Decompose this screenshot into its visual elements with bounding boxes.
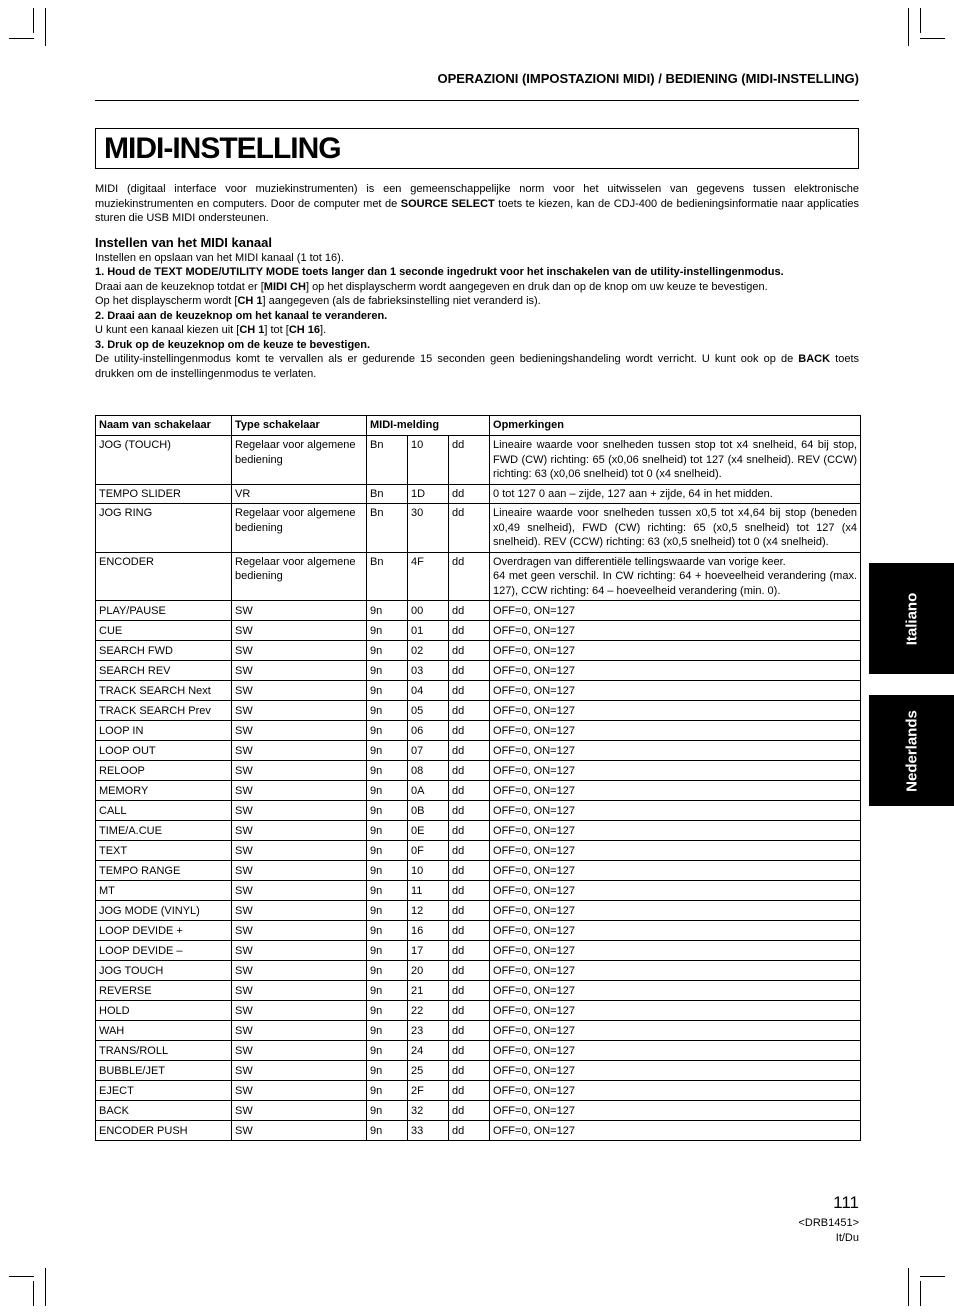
cell-switch-name: CALL: [96, 801, 232, 821]
cell-midi-status: Bn: [367, 504, 408, 553]
cell-midi-status: 9n: [367, 941, 408, 961]
cell-switch-type: SW: [232, 701, 367, 721]
cell-switch-name: LOOP DEVIDE +: [96, 921, 232, 941]
table-row: [96, 981, 861, 1001]
cell-midi-value: dd: [449, 1041, 490, 1061]
cell-remarks: Overdragen van differentiële tellingswaarde van vorige keer. 64 met geen verschil. In CW richting: 64 + hoeveelheid verandering (max. 127), CCW richting: 64 – hoeveelheid verandering (min. 0).: [490, 552, 861, 601]
intro-bold: SOURCE SELECT: [400, 197, 495, 210]
cell-switch-name: PLAY/PAUSE: [96, 601, 232, 621]
cell-remarks: OFF=0, ON=127: [490, 1001, 861, 1021]
cell-switch-type: SW: [232, 941, 367, 961]
cell-remarks: OFF=0, ON=127: [490, 841, 861, 861]
cell-switch-type: SW: [232, 741, 367, 761]
step-2-text: U kunt een kanaal kiezen uit [CH 1] tot [CH 16].: [95, 324, 327, 336]
cell-remarks: OFF=0, ON=127: [490, 901, 861, 921]
cell-midi-value: dd: [449, 921, 490, 941]
cell-switch-name: SEARCH REV: [96, 661, 232, 681]
step-1: 1. Houd de TEXT MODE/UTILITY MODE toets langer dan 1 seconde ingedrukt voor het inschakelen van de utility-instellingenmodus.: [95, 266, 784, 278]
cell-midi-number: 02: [408, 641, 449, 661]
cell-switch-type: SW: [232, 761, 367, 781]
cell-remarks: 0 tot 127 0 aan – zijde, 127 aan + zijde, 64 in het midden.: [490, 484, 861, 504]
cell-midi-number: 0A: [408, 781, 449, 801]
cell-midi-status: 9n: [367, 801, 408, 821]
cell-midi-status: 9n: [367, 861, 408, 881]
body-text: [95, 182, 859, 381]
language-tab-italiano: [869, 563, 954, 674]
cell-midi-value: dd: [449, 1021, 490, 1041]
intro-text-2: toets te kiezen, kan de CDJ-400 de bedieningsinformatie naar applicaties sturen die USB MIDI ondersteunen.: [95, 197, 859, 224]
cell-switch-name: HOLD: [96, 1001, 232, 1021]
cell-midi-status: 9n: [367, 721, 408, 741]
cell-midi-value: dd: [449, 1001, 490, 1021]
cell-midi-number: 04: [408, 681, 449, 701]
table-row: [96, 484, 861, 504]
cell-remarks: OFF=0, ON=127: [490, 921, 861, 941]
cell-remarks: OFF=0, ON=127: [490, 881, 861, 901]
cell-midi-number: 25: [408, 1061, 449, 1081]
cell-midi-number: 20: [408, 961, 449, 981]
table-row: [96, 861, 861, 881]
cell-midi-number: 21: [408, 981, 449, 1001]
step-1-text-a: Draai aan de keuzeknop totdat er [MIDI CH] op het displayscherm wordt aangegeven en druk dan op de knop om uw keuze te bevestigen.: [95, 280, 768, 293]
cell-switch-type: SW: [232, 921, 367, 941]
intro-text: MIDI (digitaal interface voor muziekinstrumenten) is een gemeenschappelijke norm voor het uitwisselen van gegevens tussen elektronische muziekinstrumenten en computers. Door de computer met de: [95, 183, 859, 210]
cell-midi-number: 16: [408, 921, 449, 941]
table-row: [96, 841, 861, 861]
cell-switch-type: Regelaar voor algemene bediening: [232, 552, 367, 601]
table-row: [96, 721, 861, 741]
cell-switch-name: CUE: [96, 621, 232, 641]
cell-midi-status: 9n: [367, 841, 408, 861]
cell-switch-type: Regelaar voor algemene bediening: [232, 504, 367, 553]
cell-switch-name: RELOOP: [96, 761, 232, 781]
cell-midi-number: 24: [408, 1041, 449, 1061]
cell-midi-value: dd: [449, 1101, 490, 1121]
cell-midi-value: dd: [449, 781, 490, 801]
cell-switch-name: WAH: [96, 1021, 232, 1041]
step-3-text: De utility-instellingenmodus komt te vervallen als er gedurende 15 seconden geen bedieningshandeling wordt verricht. U kunt ook op de BACK toets drukken om de instellingenmodus te verlaten.: [95, 353, 859, 380]
cell-switch-type: VR: [232, 484, 367, 504]
cell-switch-type: Regelaar voor algemene bediening: [232, 436, 367, 485]
table-row: [96, 601, 861, 621]
cell-midi-number: 05: [408, 701, 449, 721]
cell-midi-number: 4F: [408, 552, 449, 601]
cell-switch-name: TRACK SEARCH Prev: [96, 701, 232, 721]
cell-switch-name: JOG MODE (VINYL): [96, 901, 232, 921]
cell-switch-name: EJECT: [96, 1081, 232, 1101]
cell-midi-number: 0E: [408, 821, 449, 841]
cell-midi-status: Bn: [367, 436, 408, 485]
cell-midi-value: dd: [449, 1061, 490, 1081]
cell-switch-type: SW: [232, 781, 367, 801]
cell-midi-status: 9n: [367, 681, 408, 701]
cell-midi-status: 9n: [367, 641, 408, 661]
cell-midi-number: 00: [408, 601, 449, 621]
header-rule: [95, 100, 859, 101]
cell-remarks: OFF=0, ON=127: [490, 861, 861, 881]
cell-midi-status: 9n: [367, 741, 408, 761]
language-code: It/Du: [835, 1232, 859, 1244]
cell-midi-value: dd: [449, 841, 490, 861]
table-row: [96, 1101, 861, 1121]
cell-remarks: OFF=0, ON=127: [490, 641, 861, 661]
cell-midi-number: 23: [408, 1021, 449, 1041]
cell-switch-name: LOOP DEVIDE –: [96, 941, 232, 961]
cell-midi-status: 9n: [367, 761, 408, 781]
language-tab-label: Italiano: [903, 592, 920, 645]
table-row: [96, 761, 861, 781]
cell-midi-status: 9n: [367, 781, 408, 801]
cell-switch-type: SW: [232, 661, 367, 681]
cell-switch-type: SW: [232, 641, 367, 661]
section-heading: Instellen van het MIDI kanaal: [95, 234, 272, 250]
midi-table: [95, 415, 861, 1141]
cell-switch-type: SW: [232, 1041, 367, 1061]
table-row: [96, 436, 861, 485]
table-row: [96, 1021, 861, 1041]
cell-midi-status: 9n: [367, 661, 408, 681]
cell-midi-value: dd: [449, 436, 490, 485]
cell-switch-type: SW: [232, 1121, 367, 1141]
cell-remarks: OFF=0, ON=127: [490, 681, 861, 701]
cell-midi-value: dd: [449, 721, 490, 741]
cell-midi-number: 22: [408, 1001, 449, 1021]
cell-remarks: OFF=0, ON=127: [490, 621, 861, 641]
cell-remarks: OFF=0, ON=127: [490, 941, 861, 961]
cell-switch-name: JOG TOUCH: [96, 961, 232, 981]
cell-switch-name: BUBBLE/JET: [96, 1061, 232, 1081]
cell-midi-value: dd: [449, 504, 490, 553]
cell-switch-name: TRACK SEARCH Next: [96, 681, 232, 701]
cell-switch-type: SW: [232, 981, 367, 1001]
cell-remarks: OFF=0, ON=127: [490, 721, 861, 741]
table-row: [96, 821, 861, 841]
cell-switch-name: ENCODER: [96, 552, 232, 601]
cell-midi-number: 12: [408, 901, 449, 921]
cell-midi-status: 9n: [367, 961, 408, 981]
cell-remarks: OFF=0, ON=127: [490, 781, 861, 801]
cell-remarks: OFF=0, ON=127: [490, 741, 861, 761]
cell-switch-name: MEMORY: [96, 781, 232, 801]
cell-midi-value: dd: [449, 1121, 490, 1141]
cell-switch-name: MT: [96, 881, 232, 901]
header-midi-message: MIDI-melding: [367, 416, 490, 436]
cell-remarks: OFF=0, ON=127: [490, 801, 861, 821]
cell-switch-type: SW: [232, 1101, 367, 1121]
cell-switch-name: TRANS/ROLL: [96, 1041, 232, 1061]
cell-midi-value: dd: [449, 552, 490, 601]
table-row: [96, 681, 861, 701]
cell-midi-number: 33: [408, 1121, 449, 1141]
cell-switch-name: ENCODER PUSH: [96, 1121, 232, 1141]
cell-switch-type: SW: [232, 621, 367, 641]
cell-switch-name: REVERSE: [96, 981, 232, 1001]
cell-midi-number: 10: [408, 861, 449, 881]
cell-switch-name: TEMPO RANGE: [96, 861, 232, 881]
cell-midi-status: 9n: [367, 1041, 408, 1061]
cell-midi-status: 9n: [367, 921, 408, 941]
cell-midi-number: 2F: [408, 1081, 449, 1101]
cell-switch-type: SW: [232, 721, 367, 741]
cell-midi-number: 03: [408, 661, 449, 681]
header-switch-name: Naam van schakelaar: [96, 416, 232, 436]
cell-midi-value: dd: [449, 701, 490, 721]
cell-midi-status: 9n: [367, 1001, 408, 1021]
table-header-row: [96, 416, 861, 436]
cell-midi-value: dd: [449, 484, 490, 504]
cell-switch-type: SW: [232, 801, 367, 821]
cell-remarks: OFF=0, ON=127: [490, 961, 861, 981]
cell-midi-number: 07: [408, 741, 449, 761]
cell-midi-value: dd: [449, 801, 490, 821]
table-row: [96, 881, 861, 901]
cell-midi-value: dd: [449, 901, 490, 921]
cell-switch-name: SEARCH FWD: [96, 641, 232, 661]
header-remarks: Opmerkingen: [490, 416, 861, 436]
header-switch-type: Type schakelaar: [232, 416, 367, 436]
cell-midi-status: Bn: [367, 552, 408, 601]
cell-midi-number: 08: [408, 761, 449, 781]
intro-paragraph: [95, 182, 859, 226]
cell-midi-value: dd: [449, 741, 490, 761]
cell-midi-status: 9n: [367, 881, 408, 901]
cell-midi-status: Bn: [367, 484, 408, 504]
page-title: MIDI-INSTELLING: [104, 132, 341, 165]
table-row: [96, 801, 861, 821]
cell-midi-value: dd: [449, 881, 490, 901]
cell-switch-name: LOOP OUT: [96, 741, 232, 761]
cell-switch-name: TIME/A.CUE: [96, 821, 232, 841]
cell-remarks: OFF=0, ON=127: [490, 821, 861, 841]
cell-midi-status: 9n: [367, 981, 408, 1001]
cell-midi-value: dd: [449, 941, 490, 961]
cell-midi-status: 9n: [367, 1101, 408, 1121]
cell-remarks: OFF=0, ON=127: [490, 601, 861, 621]
cell-midi-status: 9n: [367, 1021, 408, 1041]
cell-midi-number: 0F: [408, 841, 449, 861]
table-row: [96, 701, 861, 721]
cell-midi-value: dd: [449, 601, 490, 621]
table-row: [96, 1081, 861, 1101]
cell-midi-value: dd: [449, 981, 490, 1001]
table-row: [96, 921, 861, 941]
table-row: [96, 901, 861, 921]
cell-midi-number: 01: [408, 621, 449, 641]
cell-midi-value: dd: [449, 1081, 490, 1101]
table-row: [96, 1121, 861, 1141]
cell-switch-type: SW: [232, 961, 367, 981]
cell-remarks: OFF=0, ON=127: [490, 661, 861, 681]
step-2: 2. Draai aan de keuzeknop om het kanaal te veranderen.: [95, 309, 388, 322]
table-row: [96, 641, 861, 661]
cell-switch-type: SW: [232, 821, 367, 841]
table-row: [96, 504, 861, 553]
cell-midi-number: 1D: [408, 484, 449, 504]
cell-switch-type: SW: [232, 901, 367, 921]
doc-code: <DRB1451>: [798, 1217, 859, 1229]
cell-switch-type: SW: [232, 1001, 367, 1021]
cell-remarks: Lineaire waarde voor snelheden tussen stop tot x4 snelheid, 64 bij stop, FWD (CW) richting: 65 (x0,06 snelheid) tot 127 (x4 snelheid). REV (CCW) richting: 63 (x0,06 snelheid) tot 0 (x4 snelheid).: [490, 436, 861, 485]
cell-switch-type: SW: [232, 1021, 367, 1041]
cell-midi-status: 9n: [367, 1121, 408, 1141]
cell-switch-name: LOOP IN: [96, 721, 232, 741]
cell-remarks: OFF=0, ON=127: [490, 1081, 861, 1101]
cell-switch-type: SW: [232, 881, 367, 901]
page-title-box: [95, 128, 859, 169]
table-row: [96, 1041, 861, 1061]
table-row: [96, 621, 861, 641]
cell-midi-status: 9n: [367, 821, 408, 841]
section-subtitle: Instellen en opslaan van het MIDI kanaal (1 tot 16).: [95, 251, 344, 264]
cell-midi-status: 9n: [367, 621, 408, 641]
table-row: [96, 552, 861, 601]
cell-remarks: OFF=0, ON=127: [490, 701, 861, 721]
cell-midi-value: dd: [449, 761, 490, 781]
cell-midi-value: dd: [449, 641, 490, 661]
table-row: [96, 1001, 861, 1021]
cell-midi-value: dd: [449, 681, 490, 701]
cell-switch-name: TEXT: [96, 841, 232, 861]
cell-midi-number: 11: [408, 881, 449, 901]
cell-midi-value: dd: [449, 661, 490, 681]
cell-midi-value: dd: [449, 861, 490, 881]
table-row: [96, 961, 861, 981]
cell-midi-value: dd: [449, 821, 490, 841]
step-3: 3. Druk op de keuzeknop om de keuze te bevestigen.: [95, 338, 371, 351]
cell-switch-type: SW: [232, 841, 367, 861]
language-tab-label: Nederlands: [903, 709, 920, 792]
cell-remarks: OFF=0, ON=127: [490, 981, 861, 1001]
cell-remarks: OFF=0, ON=127: [490, 1021, 861, 1041]
cell-midi-value: dd: [449, 621, 490, 641]
cell-midi-number: 0B: [408, 801, 449, 821]
cell-switch-name: TEMPO SLIDER: [96, 484, 232, 504]
cell-midi-number: 10: [408, 436, 449, 485]
cell-midi-status: 9n: [367, 901, 408, 921]
cell-switch-name: JOG RING: [96, 504, 232, 553]
cell-midi-number: 17: [408, 941, 449, 961]
section-header: OPERAZIONI (IMPOSTAZIONI MIDI) / BEDIENING (MIDI-INSTELLING): [437, 71, 859, 86]
cell-switch-type: SW: [232, 601, 367, 621]
table-row: [96, 661, 861, 681]
table-row: [96, 941, 861, 961]
cell-remarks: OFF=0, ON=127: [490, 1061, 861, 1081]
cell-remarks: OFF=0, ON=127: [490, 761, 861, 781]
cell-midi-number: 06: [408, 721, 449, 741]
cell-midi-status: 9n: [367, 601, 408, 621]
cell-switch-name: JOG (TOUCH): [96, 436, 232, 485]
language-tab-nederlands: [869, 695, 954, 806]
cell-midi-status: 9n: [367, 1081, 408, 1101]
cell-switch-type: SW: [232, 861, 367, 881]
cell-midi-value: dd: [449, 961, 490, 981]
cell-midi-number: 30: [408, 504, 449, 553]
cell-midi-status: 9n: [367, 1061, 408, 1081]
cell-switch-type: SW: [232, 681, 367, 701]
cell-remarks: Lineaire waarde voor snelheden tussen x0,5 tot x4,64 bij stop (beneden x0,49 snelheid), FWD (CW) richting: 65 (x0,5 snelheid) tot 127 (x4 snelheid). REV (CCW) richting: 63 (x0,5 snelheid) tot 0 (x4 snelheid).: [490, 504, 861, 553]
table-row: [96, 741, 861, 761]
step-1-text-b: Op het displayscherm wordt [CH 1] aangegeven (als de fabrieksinstelling niet veranderd is).: [95, 295, 541, 307]
document-code: [760, 1216, 859, 1246]
cell-switch-name: BACK: [96, 1101, 232, 1121]
cell-switch-type: SW: [232, 1081, 367, 1101]
cell-midi-status: 9n: [367, 701, 408, 721]
cell-switch-type: SW: [232, 1061, 367, 1081]
table-row: [96, 1061, 861, 1081]
cell-remarks: OFF=0, ON=127: [490, 1041, 861, 1061]
cell-midi-number: 32: [408, 1101, 449, 1121]
cell-remarks: OFF=0, ON=127: [490, 1101, 861, 1121]
cell-remarks: OFF=0, ON=127: [490, 1121, 861, 1141]
table-row: [96, 781, 861, 801]
page-number: 111: [833, 1193, 859, 1212]
